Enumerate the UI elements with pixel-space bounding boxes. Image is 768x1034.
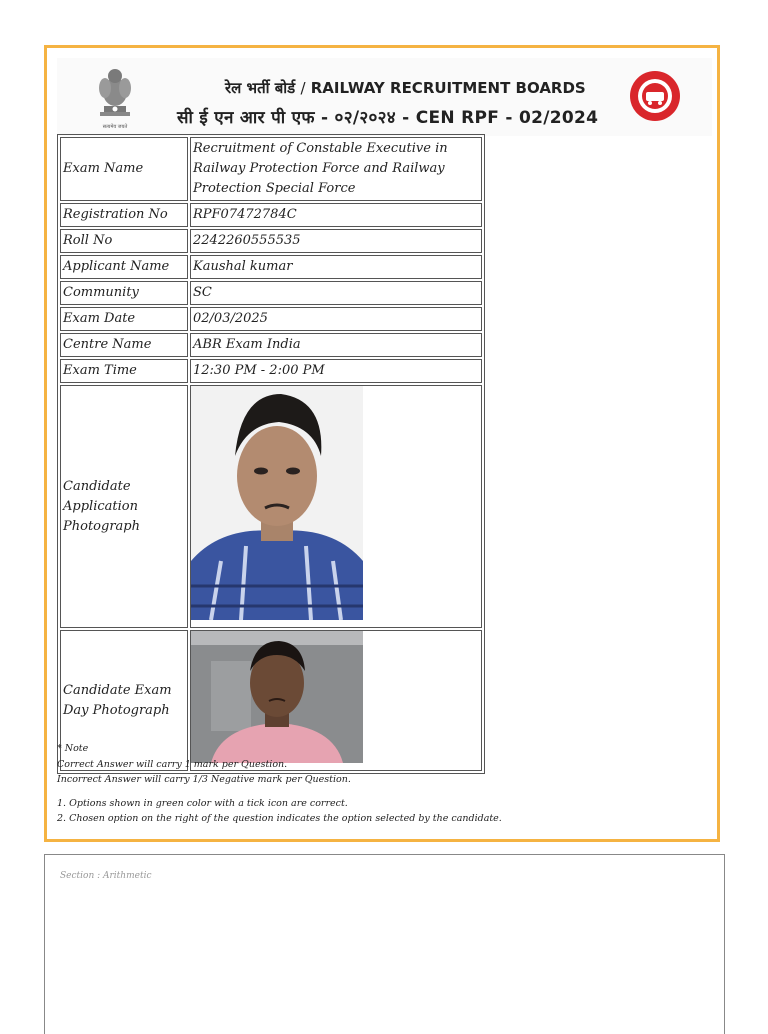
note-chosen-option: 2. Chosen option on the right of the question indicates the option selected by the candidate. xyxy=(57,813,502,824)
section-panel xyxy=(44,854,725,1034)
registration-no-label: Registration No xyxy=(60,203,188,227)
table-row xyxy=(60,385,482,628)
national-emblem-icon xyxy=(92,62,138,132)
roll-no-label: Roll No xyxy=(60,229,188,253)
exam-code: सी ई एन आर पी एफ - ०२/२०२४ - CEN RPF - 02/2024 xyxy=(177,108,599,128)
indian-railways-logo-icon xyxy=(629,70,681,122)
table-row xyxy=(60,307,482,331)
applicant-name-value: Kaushal kumar xyxy=(190,255,482,279)
table-row xyxy=(60,229,482,253)
title-separator: / xyxy=(300,79,306,97)
notes-heading: * Note xyxy=(57,743,89,754)
community-label: Community xyxy=(60,281,188,305)
exam-date-value: 02/03/2025 xyxy=(190,307,482,331)
candidate-details-table xyxy=(57,134,485,774)
application-photo-label: Candidate Application Photograph xyxy=(60,385,188,628)
candidate-response-card xyxy=(44,45,720,842)
table-row xyxy=(60,281,482,305)
notes-block xyxy=(57,741,502,827)
board-title xyxy=(225,78,586,98)
exam-time-value: 12:30 PM - 2:00 PM xyxy=(190,359,482,383)
table-row xyxy=(60,255,482,279)
table-row xyxy=(60,203,482,227)
title-english: RAILWAY RECRUITMENT BOARDS xyxy=(310,79,586,97)
header-banner xyxy=(57,58,712,136)
note-green-options: 1. Options shown in green color with a tick icon are correct. xyxy=(57,797,348,809)
table-row xyxy=(60,359,482,383)
notes-spacer xyxy=(57,788,502,796)
registration-no-value: RPF07472784C xyxy=(190,203,482,227)
exam-time-label: Exam Time xyxy=(60,359,188,383)
section-label: Section : Arithmetic xyxy=(60,871,152,881)
exam-date-label: Exam Date xyxy=(60,307,188,331)
exam-name-label: Exam Name xyxy=(60,137,188,201)
note-correct-answer: Correct Answer will carry 1 mark per Question. xyxy=(57,758,288,770)
exam-day-photo-label: Candidate Exam Day Photograph xyxy=(60,630,188,771)
emblem-caption: सत्यमेव जयते xyxy=(102,124,128,130)
applicant-name-label: Applicant Name xyxy=(60,255,188,279)
note-incorrect-answer: Incorrect Answer will carry 1/3 Negative mark per Question. xyxy=(57,774,351,785)
community-value: SC xyxy=(190,281,482,305)
roll-no-value: 2242260555535 xyxy=(190,229,482,253)
title-hindi: रेल भर्ती बोर्ड xyxy=(225,79,296,97)
exam-name-value: Recruitment of Constable Executive in Railway Protection Force and Railway Protection Special Force xyxy=(190,137,482,201)
centre-name-label: Centre Name xyxy=(60,333,188,357)
table-row xyxy=(60,137,482,201)
table-row xyxy=(60,333,482,357)
application-photo-cell xyxy=(190,385,482,628)
centre-name-value: ABR Exam India xyxy=(190,333,482,357)
application-photograph xyxy=(191,386,363,620)
